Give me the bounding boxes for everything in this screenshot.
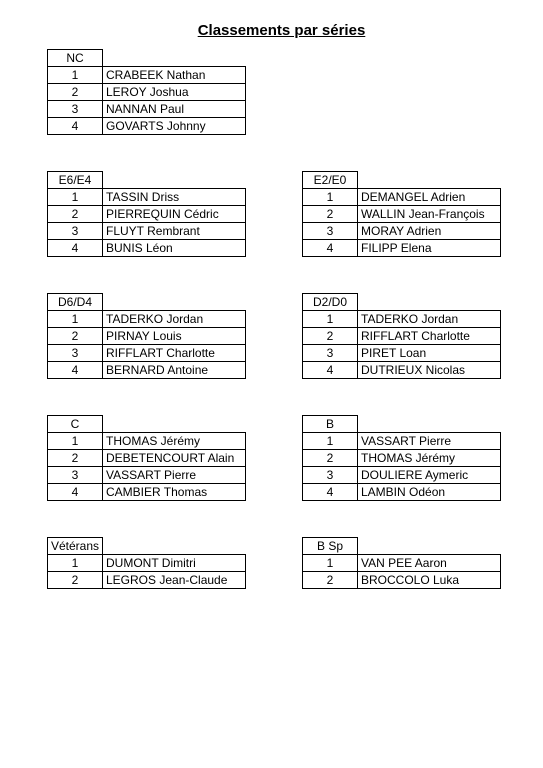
table-row — [48, 484, 246, 501]
rank-cell: 3 — [48, 101, 103, 118]
rank-cell: 4 — [303, 484, 358, 501]
series-name: B — [303, 416, 358, 433]
table-row — [303, 189, 501, 206]
header-blank-cell — [358, 416, 501, 433]
player-cell: CAMBIER Thomas — [103, 484, 246, 501]
header-blank-cell — [103, 294, 246, 311]
table-row — [48, 223, 246, 240]
rank-cell: 4 — [48, 362, 103, 379]
rank-cell: 3 — [303, 345, 358, 362]
player-cell: TADERKO Jordan — [103, 311, 246, 328]
player-cell: THOMAS Jérémy — [358, 450, 501, 467]
series-name: B Sp — [303, 538, 358, 555]
table-row — [48, 328, 246, 345]
series-name: C — [48, 416, 103, 433]
series-header-row — [303, 538, 501, 555]
series-table-b — [302, 415, 501, 501]
player-cell: VASSART Pierre — [358, 433, 501, 450]
table-row — [303, 328, 501, 345]
table-row — [48, 206, 246, 223]
header-blank-cell — [358, 294, 501, 311]
rank-cell: 2 — [48, 84, 103, 101]
header-blank-cell — [103, 538, 246, 555]
series-table-c — [47, 415, 246, 501]
player-cell: RIFFLART Charlotte — [358, 328, 501, 345]
series-name: E6/E4 — [48, 172, 103, 189]
rank-cell: 3 — [303, 467, 358, 484]
rank-cell: 2 — [48, 572, 103, 589]
header-blank-cell — [103, 172, 246, 189]
player-cell: DUMONT Dimitri — [103, 555, 246, 572]
series-table-e2-e0 — [302, 171, 501, 257]
player-cell: DUTRIEUX Nicolas — [358, 362, 501, 379]
series-name: Vétérans — [48, 538, 103, 555]
player-cell: BROCCOLO Luka — [358, 572, 501, 589]
rank-cell: 4 — [48, 240, 103, 257]
player-cell: BERNARD Antoine — [103, 362, 246, 379]
table-row — [48, 311, 246, 328]
series-header-row — [303, 294, 501, 311]
series-name: D2/D0 — [303, 294, 358, 311]
rank-cell: 2 — [303, 450, 358, 467]
rank-cell: 1 — [48, 555, 103, 572]
series-name: NC — [48, 50, 103, 67]
rank-cell: 3 — [48, 467, 103, 484]
header-blank-cell — [103, 416, 246, 433]
series-table-nc — [47, 49, 246, 135]
player-cell: TADERKO Jordan — [358, 311, 501, 328]
table-row — [48, 362, 246, 379]
series-table-d6-d4 — [47, 293, 246, 379]
rank-cell: 2 — [48, 206, 103, 223]
rank-cell: 2 — [303, 206, 358, 223]
table-row — [48, 433, 246, 450]
table-row — [48, 84, 246, 101]
table-row — [303, 311, 501, 328]
table-row — [303, 206, 501, 223]
rank-cell: 1 — [48, 189, 103, 206]
table-row — [48, 101, 246, 118]
player-cell: MORAY Adrien — [358, 223, 501, 240]
player-cell: DOULIERE Aymeric — [358, 467, 501, 484]
player-cell: LEROY Joshua — [103, 84, 246, 101]
page-title: Classements par séries — [197, 22, 366, 39]
header-blank-cell — [103, 50, 246, 67]
table-row — [48, 572, 246, 589]
table-row — [303, 555, 501, 572]
table-row — [303, 223, 501, 240]
series-table-b-sp — [302, 537, 501, 589]
series-name: E2/E0 — [303, 172, 358, 189]
table-row — [303, 467, 501, 484]
series-header-row — [48, 172, 246, 189]
table-row — [48, 189, 246, 206]
rank-cell: 4 — [303, 240, 358, 257]
player-cell: PIRET Loan — [358, 345, 501, 362]
rank-cell: 2 — [303, 328, 358, 345]
rank-cell: 1 — [48, 433, 103, 450]
series-header-row — [48, 416, 246, 433]
player-cell: FLUYT Rembrant — [103, 223, 246, 240]
rank-cell: 1 — [48, 311, 103, 328]
table-row — [48, 240, 246, 257]
player-cell: LAMBIN Odéon — [358, 484, 501, 501]
table-row — [48, 450, 246, 467]
series-header-row — [48, 294, 246, 311]
player-cell: VASSART Pierre — [103, 467, 246, 484]
series-table-veterans — [47, 537, 246, 589]
table-row — [303, 433, 501, 450]
player-cell: RIFFLART Charlotte — [103, 345, 246, 362]
table-row — [303, 450, 501, 467]
rank-cell: 3 — [303, 223, 358, 240]
table-row — [48, 118, 246, 135]
player-cell: BUNIS Léon — [103, 240, 246, 257]
header-blank-cell — [358, 538, 501, 555]
table-row — [303, 240, 501, 257]
player-cell: VAN PEE Aaron — [358, 555, 501, 572]
player-cell: NANNAN Paul — [103, 101, 246, 118]
player-cell: FILIPP Elena — [358, 240, 501, 257]
player-cell: CRABEEK Nathan — [103, 67, 246, 84]
rank-cell: 1 — [303, 555, 358, 572]
table-row — [303, 484, 501, 501]
series-name: D6/D4 — [48, 294, 103, 311]
series-header-row — [303, 172, 501, 189]
player-cell: TASSIN Driss — [103, 189, 246, 206]
rank-cell: 2 — [48, 450, 103, 467]
table-row — [48, 555, 246, 572]
table-row — [48, 467, 246, 484]
table-row — [48, 345, 246, 362]
player-cell: LEGROS Jean-Claude — [103, 572, 246, 589]
table-row — [303, 345, 501, 362]
header-blank-cell — [358, 172, 501, 189]
rank-cell: 1 — [303, 311, 358, 328]
series-header-row — [48, 538, 246, 555]
table-row — [303, 572, 501, 589]
rank-cell: 4 — [48, 118, 103, 135]
series-header-row — [303, 416, 501, 433]
player-cell: GOVARTS Johnny — [103, 118, 246, 135]
rank-cell: 2 — [303, 572, 358, 589]
table-row — [303, 362, 501, 379]
rank-cell: 1 — [48, 67, 103, 84]
rank-cell: 1 — [303, 189, 358, 206]
rank-cell: 4 — [48, 484, 103, 501]
rank-cell: 4 — [303, 362, 358, 379]
player-cell: PIRNAY Louis — [103, 328, 246, 345]
table-row — [48, 67, 246, 84]
series-header-row — [48, 50, 246, 67]
player-cell: DEMANGEL Adrien — [358, 189, 501, 206]
player-cell: DEBETENCOURT Alain — [103, 450, 246, 467]
rank-cell: 3 — [48, 345, 103, 362]
player-cell: PIERREQUIN Cédric — [103, 206, 246, 223]
rank-cell: 3 — [48, 223, 103, 240]
series-table-d2-d0 — [302, 293, 501, 379]
rank-cell: 2 — [48, 328, 103, 345]
rank-cell: 1 — [303, 433, 358, 450]
series-table-e6-e4 — [47, 171, 246, 257]
player-cell: WALLIN Jean-François — [358, 206, 501, 223]
player-cell: THOMAS Jérémy — [103, 433, 246, 450]
